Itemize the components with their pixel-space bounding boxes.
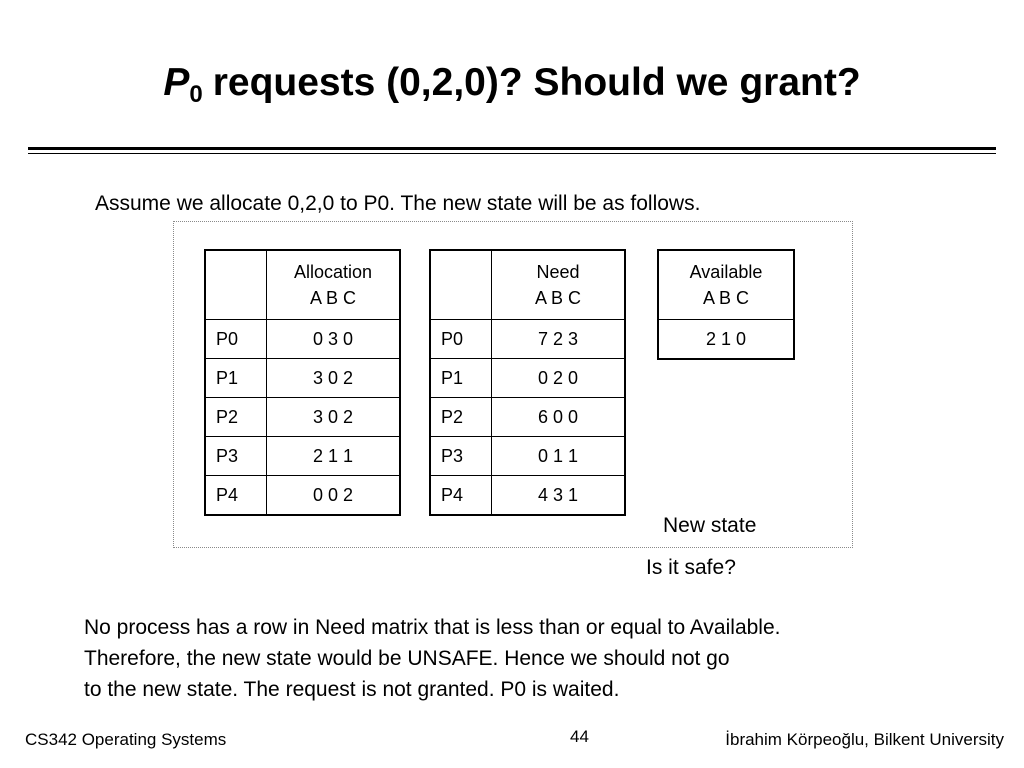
table-row xyxy=(205,476,400,516)
table-row xyxy=(430,398,625,437)
allocation-header-cols: A B C xyxy=(309,288,357,308)
footer-author: İbrahim Körpeoğlu, Bilkent University xyxy=(725,730,1004,749)
allocation-value-cell: 3 0 2 xyxy=(267,398,401,437)
allocation-header-row xyxy=(205,250,400,320)
need-table xyxy=(429,249,626,516)
table-row xyxy=(205,398,400,437)
allocation-value-cell: 0 3 0 xyxy=(267,320,401,359)
available-header-row xyxy=(658,250,794,320)
allocation-value-cell: 2 1 1 xyxy=(267,437,401,476)
footer-course: CS342 Operating Systems xyxy=(25,730,227,749)
allocation-pid-cell: P1 xyxy=(205,359,267,398)
allocation-value-cell: 0 0 2 xyxy=(267,476,401,516)
table-row xyxy=(430,476,625,516)
table-row xyxy=(430,437,625,476)
allocation-pid-cell: P0 xyxy=(205,320,267,359)
conclusion-line: No process has a row in Need matrix that is less than or equal to Available. xyxy=(84,616,781,639)
available-table xyxy=(657,249,795,360)
allocation-pid-cell: P3 xyxy=(205,437,267,476)
need-value-cell: 0 1 1 xyxy=(492,437,626,476)
need-value-cell: 6 0 0 xyxy=(492,398,626,437)
need-header-title: Need xyxy=(536,262,580,282)
title-text: requests (0,2,0)? Should we grant? xyxy=(212,61,861,104)
conclusion-text xyxy=(84,612,984,705)
available-header-title: Available xyxy=(689,262,763,282)
need-pid-cell: P3 xyxy=(430,437,492,476)
need-pid-cell: P2 xyxy=(430,398,492,437)
need-pid-cell: P4 xyxy=(430,476,492,516)
allocation-pid-cell: P2 xyxy=(205,398,267,437)
safety-question: Is it safe? xyxy=(646,556,736,579)
title-rule-thin xyxy=(28,153,996,154)
need-value-cell: 7 2 3 xyxy=(492,320,626,359)
need-pid-cell: P0 xyxy=(430,320,492,359)
new-state-label: New state xyxy=(663,514,757,537)
title-process-var: P xyxy=(163,61,190,104)
intro-text: Assume we allocate 0,2,0 to P0. The new state will be as follows. xyxy=(95,192,701,215)
need-header xyxy=(492,250,626,320)
title-rule-thick xyxy=(28,147,996,150)
need-corner-cell xyxy=(430,250,492,320)
table-row xyxy=(205,359,400,398)
conclusion-line: Therefore, the new state would be UNSAFE. Hence we should not go xyxy=(84,647,730,670)
available-value-cell: 2 1 0 xyxy=(658,320,794,360)
allocation-corner-cell xyxy=(205,250,267,320)
allocation-header-title: Allocation xyxy=(293,262,373,282)
table-row xyxy=(205,320,400,359)
need-value-cell: 0 2 0 xyxy=(492,359,626,398)
need-value-cell: 4 3 1 xyxy=(492,476,626,516)
title-process-sub: 0 xyxy=(189,81,203,108)
need-header-row xyxy=(430,250,625,320)
need-header-cols: A B C xyxy=(534,288,582,308)
slide-title xyxy=(0,58,1024,120)
table-row xyxy=(205,437,400,476)
footer-page-number: 44 xyxy=(570,727,589,746)
table-row xyxy=(430,320,625,359)
available-header-cols: A B C xyxy=(702,288,750,308)
conclusion-line: to the new state. The request is not granted. P0 is waited. xyxy=(84,678,620,701)
table-row xyxy=(658,320,794,360)
need-pid-cell: P1 xyxy=(430,359,492,398)
allocation-table xyxy=(204,249,401,516)
available-header xyxy=(658,250,794,320)
allocation-pid-cell: P4 xyxy=(205,476,267,516)
allocation-header xyxy=(267,250,401,320)
table-row xyxy=(430,359,625,398)
allocation-value-cell: 3 0 2 xyxy=(267,359,401,398)
